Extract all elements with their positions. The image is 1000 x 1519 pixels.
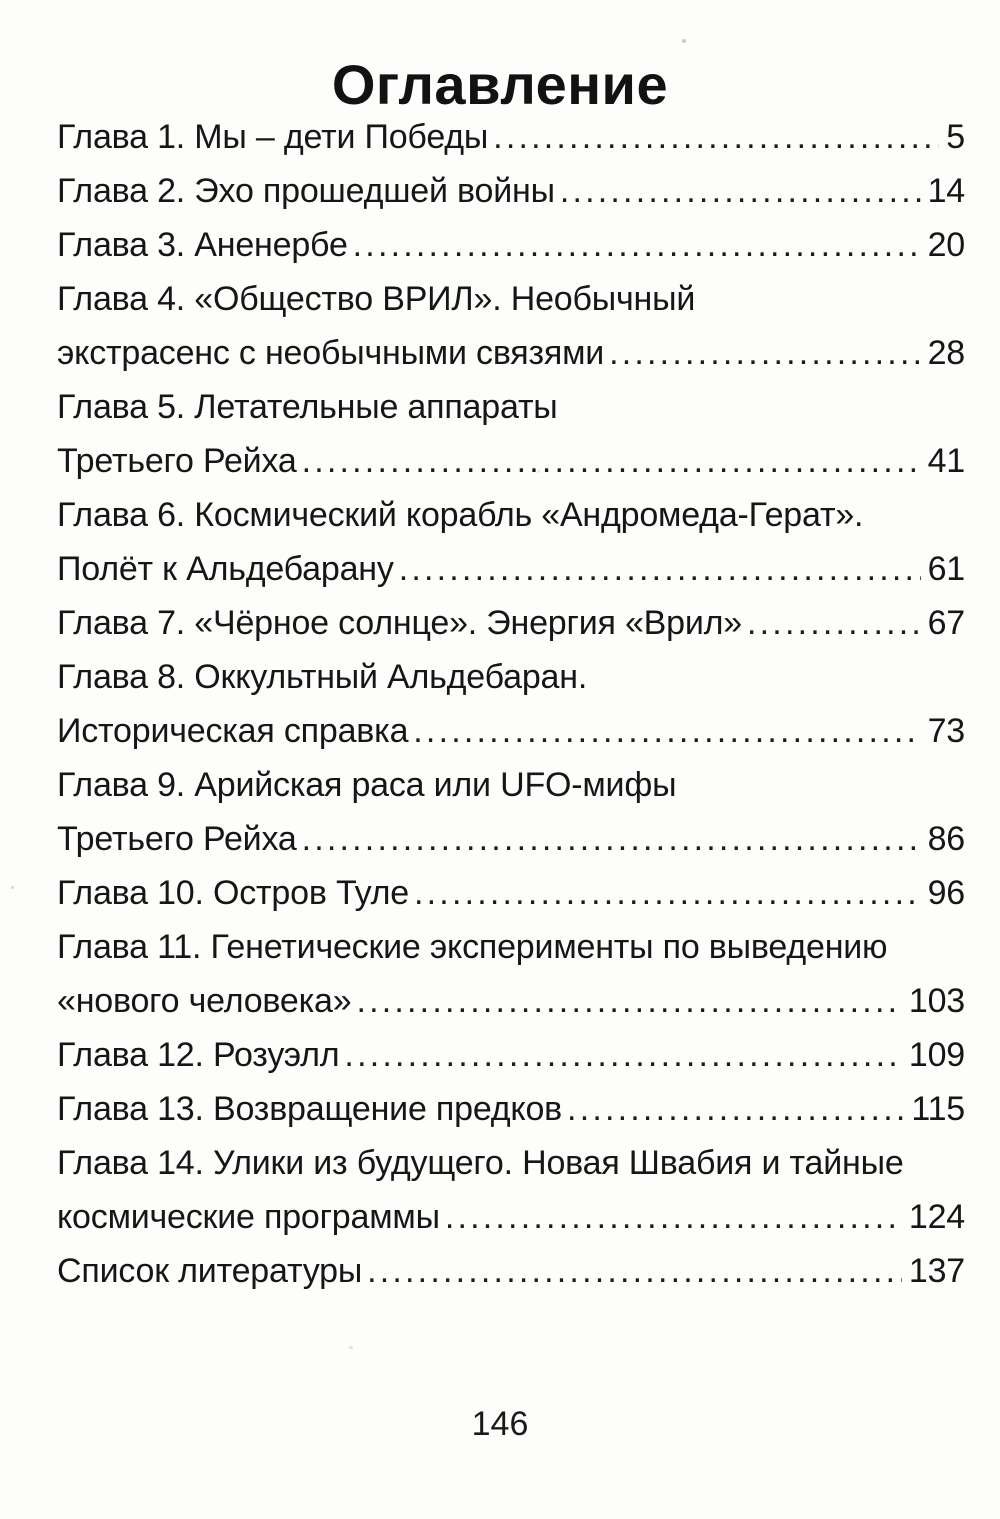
toc-row xyxy=(57,488,965,542)
toc-entry-text: «нового человека» xyxy=(57,982,352,1020)
toc-entry-text: Глава 3. Аненербе xyxy=(57,226,348,264)
toc-page-number: 103 xyxy=(908,982,965,1020)
toc-row xyxy=(57,596,965,650)
dot-leader xyxy=(399,542,921,596)
dot-leader xyxy=(414,866,921,920)
toc-entry-text: Историческая справка xyxy=(57,712,409,750)
toc-page-number: 14 xyxy=(927,172,965,210)
toc-entry-text: Глава 7. «Чёрное солнце». Энергия «Врил» xyxy=(57,604,742,642)
toc-entry-text: Глава 11. Генетические эксперименты по выведению xyxy=(57,928,888,966)
dot-leader xyxy=(493,110,939,164)
toc-row xyxy=(57,974,965,1028)
toc-row xyxy=(57,1136,965,1190)
toc-entry-text: Глава 10. Остров Туле xyxy=(57,874,410,912)
toc-row xyxy=(57,650,965,704)
dot-leader xyxy=(445,1190,902,1244)
toc-row xyxy=(57,326,965,380)
toc-row xyxy=(57,1028,965,1082)
toc-entry-text: Глава 14. Улики из будущего. Новая Швабия и тайные xyxy=(57,1144,904,1182)
toc-entry-text: Глава 8. Оккультный Альдебаран. xyxy=(57,658,588,696)
toc-page-number: 115 xyxy=(911,1090,965,1128)
dot-leader xyxy=(413,704,920,758)
dot-leader xyxy=(353,218,921,272)
dot-leader xyxy=(609,326,920,380)
toc-page-number: 73 xyxy=(927,712,965,750)
toc-page-number: 41 xyxy=(927,442,965,480)
toc-page-number: 109 xyxy=(908,1036,965,1074)
dot-leader xyxy=(356,974,901,1028)
scan-speck xyxy=(682,39,686,43)
toc-page-number: 86 xyxy=(927,820,965,858)
toc-row xyxy=(57,704,965,758)
scan-speck xyxy=(11,886,14,889)
toc-row xyxy=(57,1082,965,1136)
toc-row xyxy=(57,110,965,164)
dot-leader xyxy=(302,434,921,488)
toc-page-number: 20 xyxy=(927,226,965,264)
dot-leader xyxy=(747,596,921,650)
toc-entry-text: Глава 6. Космический корабль «Андромеда-Герат». xyxy=(57,496,864,534)
toc-row xyxy=(57,1244,965,1298)
toc-entry-text: Третьего Рейха xyxy=(57,820,297,858)
toc-page-number: 28 xyxy=(927,334,965,372)
toc-row xyxy=(57,866,965,920)
toc-page-number: 96 xyxy=(927,874,965,912)
toc-page-number: 137 xyxy=(908,1252,965,1290)
toc-entry-text: экстрасенс с необычными связями xyxy=(57,334,605,372)
toc-entry-text: Глава 2. Эхо прошедшей войны xyxy=(57,172,555,210)
toc-entry-text: Глава 9. Арийская раса или UFO-мифы xyxy=(57,766,677,804)
toc-page-number: 67 xyxy=(927,604,965,642)
toc-row xyxy=(57,434,965,488)
dot-leader xyxy=(302,812,921,866)
table-of-contents xyxy=(57,110,965,1298)
dot-leader xyxy=(560,164,921,218)
toc-row xyxy=(57,542,965,596)
toc-entry-text: Список литературы xyxy=(57,1252,363,1290)
toc-page-number: 5 xyxy=(946,118,965,156)
toc-entry-text: космические программы xyxy=(57,1198,440,1236)
toc-row xyxy=(57,812,965,866)
dot-leader xyxy=(567,1082,904,1136)
folio-page-number: 146 xyxy=(471,1405,529,1443)
scan-speck xyxy=(349,1346,353,1349)
toc-entry-text: Глава 5. Летательные аппараты xyxy=(57,388,558,426)
toc-entry-text: Глава 13. Возвращение предков xyxy=(57,1090,563,1128)
toc-entry-text: Глава 1. Мы – дети Победы xyxy=(57,118,489,156)
dot-leader xyxy=(344,1028,901,1082)
toc-entry-text: Третьего Рейха xyxy=(57,442,297,480)
toc-row xyxy=(57,380,965,434)
toc-row xyxy=(57,218,965,272)
page-title: Оглавление xyxy=(331,53,669,116)
dot-leader xyxy=(367,1244,902,1298)
toc-row xyxy=(57,272,965,326)
toc-row xyxy=(57,164,965,218)
toc-row xyxy=(57,758,965,812)
toc-entry-text: Глава 4. «Общество ВРИЛ». Необычный xyxy=(57,280,696,318)
toc-row xyxy=(57,920,965,974)
toc-page-number: 124 xyxy=(908,1198,965,1236)
toc-row xyxy=(57,1190,965,1244)
toc-entry-text: Глава 12. Розуэлл xyxy=(57,1036,340,1074)
scan-speck xyxy=(537,470,540,473)
toc-page-number: 61 xyxy=(927,550,965,588)
toc-entry-text: Полёт к Альдебарану xyxy=(57,550,394,588)
